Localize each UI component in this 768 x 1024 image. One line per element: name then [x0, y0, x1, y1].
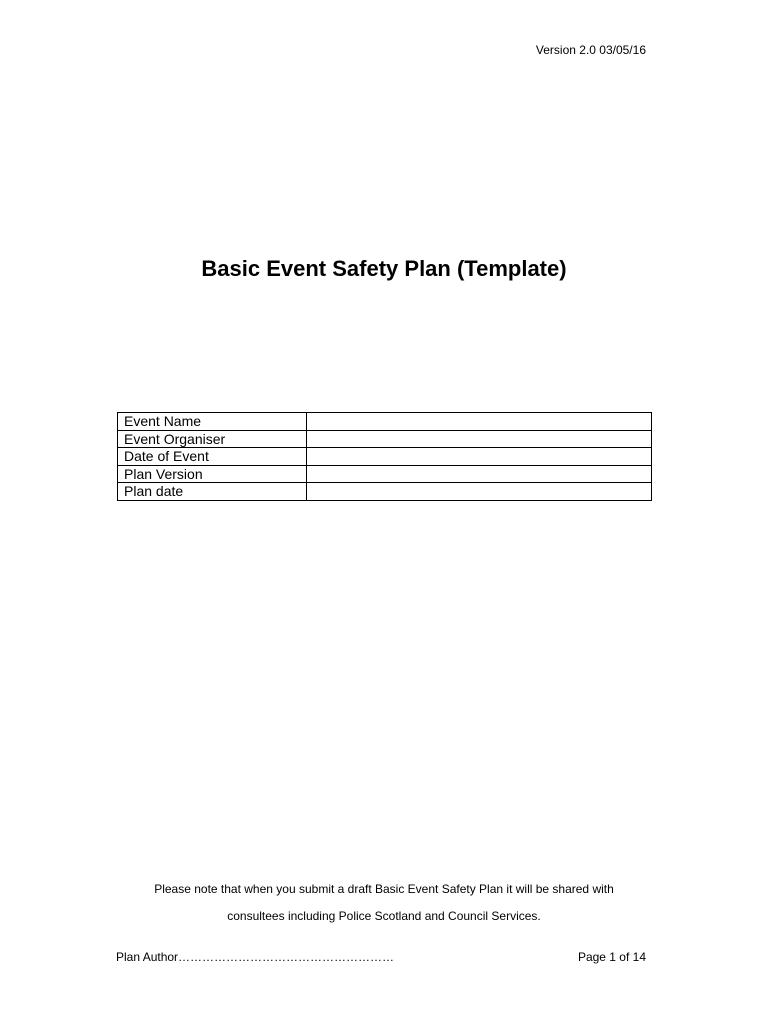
- submission-note: [0, 876, 768, 930]
- event-name-label: Event Name: [118, 413, 307, 431]
- table-row: [118, 430, 652, 448]
- version-header: Version 2.0 03/05/16: [535, 43, 646, 57]
- date-of-event-label: Date of Event: [118, 448, 307, 466]
- event-name-value[interactable]: [307, 413, 652, 431]
- plan-version-label: Plan Version: [118, 465, 307, 483]
- date-of-event-value[interactable]: [307, 448, 652, 466]
- table-row: [118, 483, 652, 501]
- table-row: [118, 413, 652, 431]
- plan-date-label: Plan date: [118, 483, 307, 501]
- page-number: Page 1 of 14: [577, 950, 646, 964]
- plan-date-value[interactable]: [307, 483, 652, 501]
- event-organiser-value[interactable]: [307, 430, 652, 448]
- table-row: [118, 448, 652, 466]
- event-details-table: [117, 412, 652, 501]
- note-line-1: Please note that when you submit a draft Basic Event Safety Plan it will be shared with: [154, 882, 614, 896]
- page-title: Basic Event Safety Plan (Template): [201, 256, 567, 281]
- table-row: [118, 465, 652, 483]
- plan-author-footer: Plan Author………………………………………………: [116, 950, 395, 964]
- event-organiser-label: Event Organiser: [118, 430, 307, 448]
- note-line-2: consultees including Police Scotland and Council Services.: [227, 909, 541, 923]
- plan-version-value[interactable]: [307, 465, 652, 483]
